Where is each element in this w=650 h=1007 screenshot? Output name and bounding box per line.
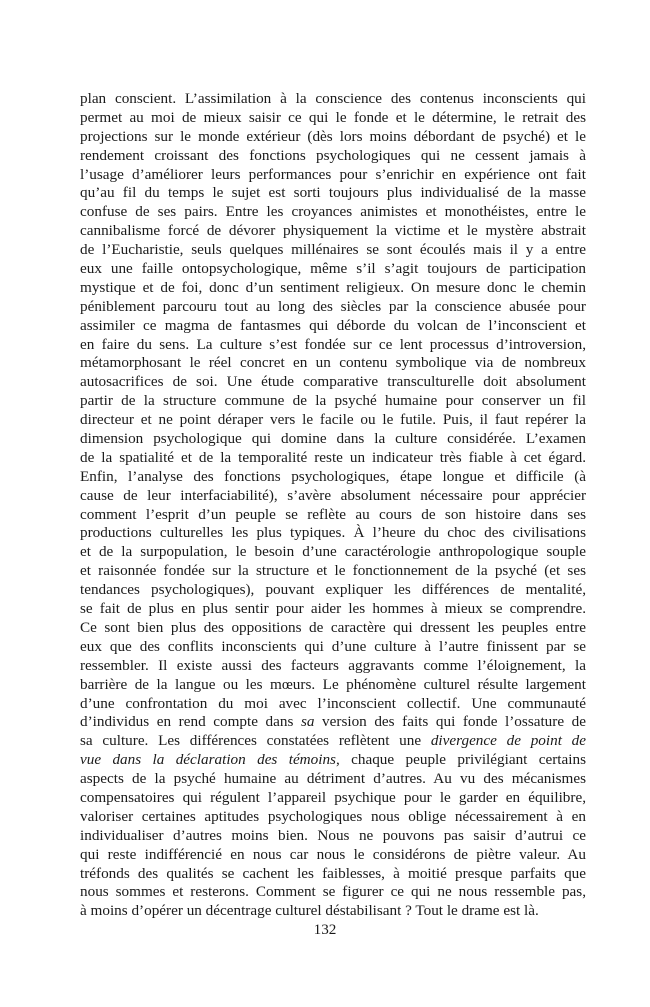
text-line (80, 846, 586, 865)
text-line (80, 279, 586, 298)
text-segment: d’individus en rend compte dans (80, 713, 301, 731)
italic-text: divergence de point de (430, 732, 586, 750)
text-segment: en faire du sens. La culture s’est fondée sur ce lent processus d’introversion, (80, 335, 586, 353)
text-line (80, 184, 586, 203)
page-number: 132 (313, 921, 337, 938)
text-segment: dimension psychologique qui domine dans la culture considérée. L’examen (80, 430, 586, 448)
text-segment: eux une faille ontopsychologique, même s’il s’agit toujours de participation (80, 260, 586, 278)
text-segment: Ce sont bien plus des oppositions de caractère qui dressent les peuples entre (80, 618, 586, 636)
text-line (80, 336, 586, 355)
text-segment: rendement croissant des fonctions psychologiques qui ne cessent jamais à (80, 146, 586, 164)
text-segment: Enfin, l’analyse des fonctions psychologiques, étape longue et difficile (à (80, 467, 586, 485)
text-line (80, 222, 586, 241)
text-segment: valoriser certaines aptitudes psychologiques nous oblige nécessairement à en (80, 807, 586, 825)
text-line (80, 770, 586, 789)
text-line (80, 449, 586, 468)
text-line (80, 657, 586, 676)
text-line (80, 468, 586, 487)
text-segment: , chaque peuple privilégiant certains (335, 751, 586, 769)
text-segment: eux que des conflits inconscients qui d’une culture à l’autre finissent par se (80, 637, 586, 655)
text-segment: se fait de plus en plus sentir pour aider les hommes à mieux se comprendre. (80, 600, 586, 618)
text-line (80, 203, 586, 222)
text-segment: version des faits qui fonde l’ossature de (314, 713, 586, 731)
text-line (80, 411, 586, 430)
text-line (80, 543, 586, 562)
text-segment: d’une confrontation du moi avec l’inconscient collectif. Une communauté (80, 694, 586, 712)
text-segment: l’usage d’améliorer leurs performances pour s’enrichir en expérience ont fait (80, 165, 586, 183)
text-line (80, 581, 586, 600)
text-line (80, 128, 586, 147)
text-line (80, 638, 586, 657)
text-line (80, 487, 586, 506)
text-segment: autosacrifices de soi. Une étude comparative transculturelle doit absolument (80, 373, 586, 391)
text-segment: aspects de la psyché humaine au détriment d’autres. Au vu des mécanismes (80, 770, 586, 788)
text-segment: cause de leur interfaciabilité), s’avère absolument nécessaire pour apprécier (80, 486, 586, 504)
text-line (80, 524, 586, 543)
text-segment: directeur et ne point déraper vers le facile ou le futile. Puis, il faut repérer la (80, 411, 586, 429)
text-segment: individualiser d’autres moins bien. Nous ne pouvons pas saisir d’autrui ce (80, 826, 586, 844)
text-line (80, 883, 586, 902)
text-segment: péniblement parcouru tout au long des siècles par la conscience abusée pour (80, 297, 586, 315)
text-segment: confuse de ses pairs. Entre les croyances animistes et monothéistes, entre le (80, 203, 586, 221)
text-segment: et de la surpopulation, le besoin d’une caractérologie anthropologique souple (80, 543, 586, 561)
text-line (80, 260, 586, 279)
text-line (80, 392, 586, 411)
text-line (80, 298, 586, 317)
text-line (80, 90, 586, 109)
text-line (80, 732, 586, 751)
text-line (80, 676, 586, 695)
text-segment: de la spatialité et de la temporalité reste un indicateur très fiable à cet égard. (80, 448, 586, 466)
italic-text: sa (300, 713, 315, 731)
text-line (80, 713, 586, 732)
text-segment: qu’au fil du temps le sujet est sorti toujours plus individualisé de la masse (80, 184, 586, 202)
text-segment: à moins d’opérer un décentrage culturel déstabilisant ? Tout le drame est là. (80, 902, 539, 920)
text-segment: et raisonnée fondée sur la structure et le fonctionnement de la psyché (et ses (80, 562, 586, 580)
text-segment: compensatoires qui régulent l’appareil psychique pour le garder en équilibre, (80, 788, 586, 806)
text-line (80, 808, 586, 827)
text-line (80, 241, 586, 260)
text-line (80, 109, 586, 128)
text-segment: qui reste indifférencié en nous car nous le considérons de piètre valeur. Au (80, 845, 586, 863)
text-line (80, 354, 586, 373)
text-line (80, 789, 586, 808)
text-segment: mystique et de foi, donc d’un sentiment religieux. On mesure donc le chemin (80, 278, 586, 296)
text-line (80, 562, 586, 581)
text-segment: de l’Eucharistie, seuls quelques millénaires se sont écoulés mais il y a entre (80, 241, 586, 259)
text-segment: assimiler ce magma de fantasmes qui déborde du volcan de l’inconscient et (80, 316, 586, 334)
text-segment: plan conscient. L’assimilation à la conscience des contenus inconscients qui (80, 90, 586, 107)
body-text (80, 90, 586, 921)
text-line (80, 751, 586, 770)
italic-text: vue dans la déclaration des témoins (80, 751, 336, 769)
text-segment: permet au moi de mieux saisir ce qui le fonde et le détermine, le retrait des (80, 108, 586, 126)
text-line (80, 166, 586, 185)
text-line (80, 619, 586, 638)
text-line (80, 373, 586, 392)
text-segment: cannibalisme forcé de dévorer physiquement la victime et le mystère abstrait (80, 222, 586, 240)
text-line (80, 506, 586, 525)
text-segment: sa culture. Les différences constatées reflètent une (80, 732, 431, 750)
text-line (80, 695, 586, 714)
text-line (80, 902, 586, 921)
text-line (80, 147, 586, 166)
text-line (80, 827, 586, 846)
text-segment: ressembler. Il existe aussi des facteurs aggravants comme l’éloignement, la (80, 656, 586, 674)
text-segment: métamorphosant le réel concret en un contenu symbolique via de nombreux (80, 354, 586, 372)
text-line (80, 317, 586, 336)
text-segment: projections sur le monde extérieur (dès lors moins débordant de psyché) et le (80, 127, 586, 145)
text-line (80, 600, 586, 619)
text-segment: tréfonds des qualités se cachent les faiblesses, à moitié presque parfaits que (80, 864, 586, 882)
text-segment: tendances psychologiques), pouvant expliquer les différences de mentalité, (80, 581, 586, 599)
text-segment: comment l’esprit d’un peuple se reflète au cours de son histoire dans ses (80, 505, 586, 523)
text-segment: partir de la structure commune de la psyché humaine pour conserver un fil (80, 392, 586, 410)
text-segment: productions culturelles les plus typiques. À l’heure du choc des civilisations (80, 524, 586, 542)
text-segment: nous sommes et resterons. Comment se figurer ce qui ne nous ressemble pas, (80, 883, 586, 901)
text-line (80, 865, 586, 884)
text-segment: barrière de la langue ou les mœurs. Le phénomène culturel résulte largement (80, 675, 586, 693)
text-line (80, 430, 586, 449)
